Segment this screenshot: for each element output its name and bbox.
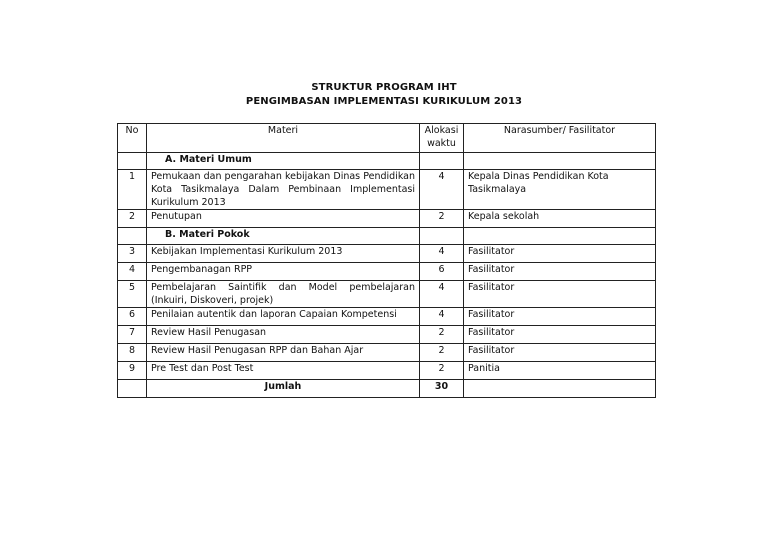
section-b-label: B. Materi Pokok [147,228,420,245]
total-label: Jumlah [147,380,420,398]
row-materi: Pengembanagan RPP [147,263,420,281]
row-narasumber: Kepala sekolah [464,210,656,228]
header-narasumber: Narasumber/ Fasilitator [464,124,656,153]
row-number: 3 [118,245,147,263]
table-row [118,210,656,228]
row-number: 4 [118,263,147,281]
header-no: No [118,124,147,153]
row-materi: Pembelajaran Saintifik dan Model pembelajaran (Inkuiri, Diskoveri, projek) [147,281,420,308]
row-narasumber: Kepala Dinas Pendidikan Kota Tasikmalaya [464,170,656,210]
row-number: 8 [118,344,147,362]
section-row-b [118,228,656,245]
row-materi: Penilaian autentik dan laporan Capaian Kompetensi [147,308,420,326]
row-alokasi: 4 [420,245,464,263]
header-alokasi: Alokasi waktu [420,124,464,153]
table-row [118,362,656,380]
table-row [118,245,656,263]
row-alokasi: 2 [420,210,464,228]
row-materi: Review Hasil Penugasan [147,326,420,344]
row-materi: Penutupan [147,210,420,228]
row-number: 6 [118,308,147,326]
row-alokasi: 2 [420,326,464,344]
row-alokasi: 4 [420,281,464,308]
row-materi: Review Hasil Penugasan RPP dan Bahan Ajar [147,344,420,362]
row-number: 1 [118,170,147,210]
table-row [118,281,656,308]
program-table [117,123,656,398]
section-a-label: A. Materi Umum [147,153,420,170]
row-narasumber: Fasilitator [464,326,656,344]
row-alokasi: 4 [420,170,464,210]
row-materi: Pre Test dan Post Test [147,362,420,380]
row-narasumber: Panitia [464,362,656,380]
row-materi: Kebijakan Implementasi Kurikulum 2013 [147,245,420,263]
table-row [118,263,656,281]
row-narasumber: Fasilitator [464,281,656,308]
row-number: 7 [118,326,147,344]
table-row [118,308,656,326]
row-number: 9 [118,362,147,380]
total-value: 30 [420,380,464,398]
document-title: STRUKTUR PROGRAM IHT [311,82,457,93]
table-row [118,326,656,344]
header-materi: Materi [147,124,420,153]
row-alokasi: 6 [420,263,464,281]
table-row [118,170,656,210]
row-narasumber: Fasilitator [464,245,656,263]
row-alokasi: 2 [420,362,464,380]
row-materi: Pemukaan dan pengarahan kebijakan Dinas Pendidikan Kota Tasikmalaya Dalam Pembinaan Implementasi Kurikulum 2013 [147,170,420,210]
row-narasumber: Fasilitator [464,263,656,281]
row-alokasi: 2 [420,344,464,362]
table-row [118,344,656,362]
row-narasumber: Fasilitator [464,308,656,326]
total-row [118,380,656,398]
section-row-a [118,153,656,170]
row-number: 2 [118,210,147,228]
row-alokasi: 4 [420,308,464,326]
table-header-row [118,124,656,153]
document-subtitle: PENGIMBASAN IMPLEMENTASI KURIKULUM 2013 [245,96,523,107]
row-number: 5 [118,281,147,308]
row-narasumber: Fasilitator [464,344,656,362]
